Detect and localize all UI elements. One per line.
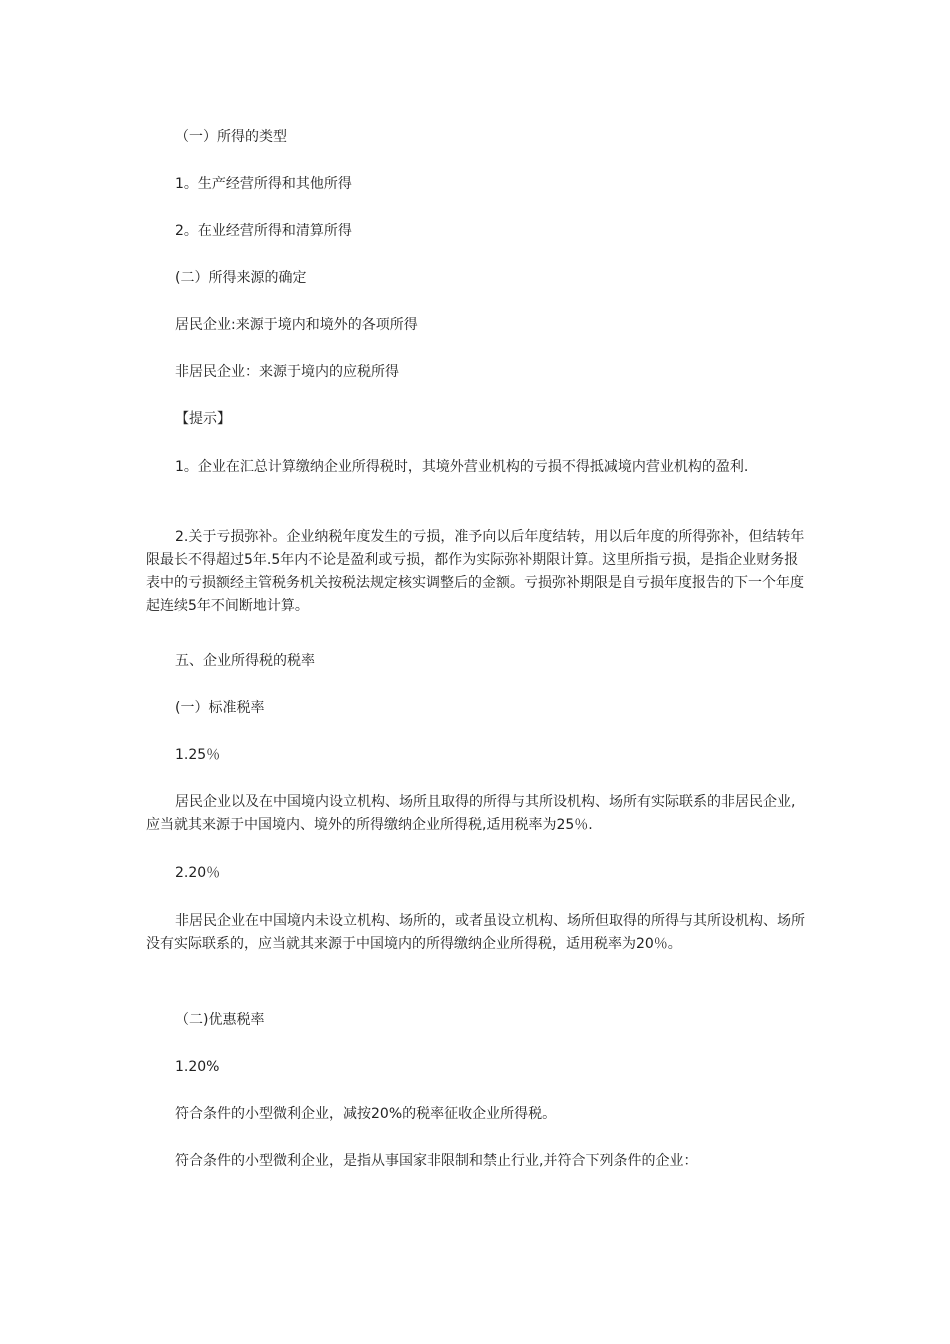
tip-heading: 【提示】 [175, 411, 231, 427]
tip-item: 1。企业在汇总计算缴纳企业所得税时，其境外营业机构的亏损不得抵减境内营业机构的盈利. [175, 459, 749, 475]
heading-tax-rates: 五、企业所得税的税率 [175, 653, 315, 669]
heading-income-types: （一）所得的类型 [175, 129, 287, 145]
rate-item: 1.20% [175, 1059, 220, 1075]
list-item: 1。生产经营所得和其他所得 [175, 176, 352, 192]
heading-preferential-rate: （二)优惠税率 [175, 1012, 265, 1028]
paragraph: 居民企业:来源于境内和境外的各项所得 [175, 317, 418, 333]
rate-item: 2.20％ [175, 865, 221, 881]
heading-income-source: (二）所得来源的确定 [175, 270, 307, 286]
paragraph: 非居民企业在中国境内未设立机构、场所的，或者虽设立机构、场所但取得的所得与其所设机构、场所没有实际联系的，应当就其来源于中国境内的所得缴纳企业所得税，适用税率为20％。 [146, 913, 805, 952]
rate-item: 1.25％ [175, 747, 221, 763]
heading-standard-rate: (一）标准税率 [175, 700, 265, 716]
paragraph: 非居民企业：来源于境内的应税所得 [175, 364, 399, 380]
paragraph: 居民企业以及在中国境内设立机构、场所且取得的所得与其所设机构、场所有实际联系的非居民企业,应当就其来源于中国境内、境外的所得缴纳企业所得税,适用税率为25％. [146, 794, 796, 833]
paragraph: 符合条件的小型微利企业，是指从事国家非限制和禁止行业,并符合下列条件的企业： [175, 1153, 698, 1169]
paragraph: 符合条件的小型微利企业，减按20%的税率征收企业所得税。 [175, 1106, 557, 1122]
tip-item: 2.关于亏损弥补。企业纳税年度发生的亏损，准予向以后年度结转，用以后年度的所得弥补，但结转年限最长不得超过5年.5年内不论是盈利或亏损，都作为实际弥补期限计算。这里所指亏损，是指企业财务报表中的亏损额经主管税务机关按税法规定核实调整后的金额。亏损弥补期限是自亏损年度报告的下一个年度起连续5年不间断地计算。 [146, 529, 805, 614]
list-item: 2。在业经营所得和清算所得 [175, 223, 352, 239]
